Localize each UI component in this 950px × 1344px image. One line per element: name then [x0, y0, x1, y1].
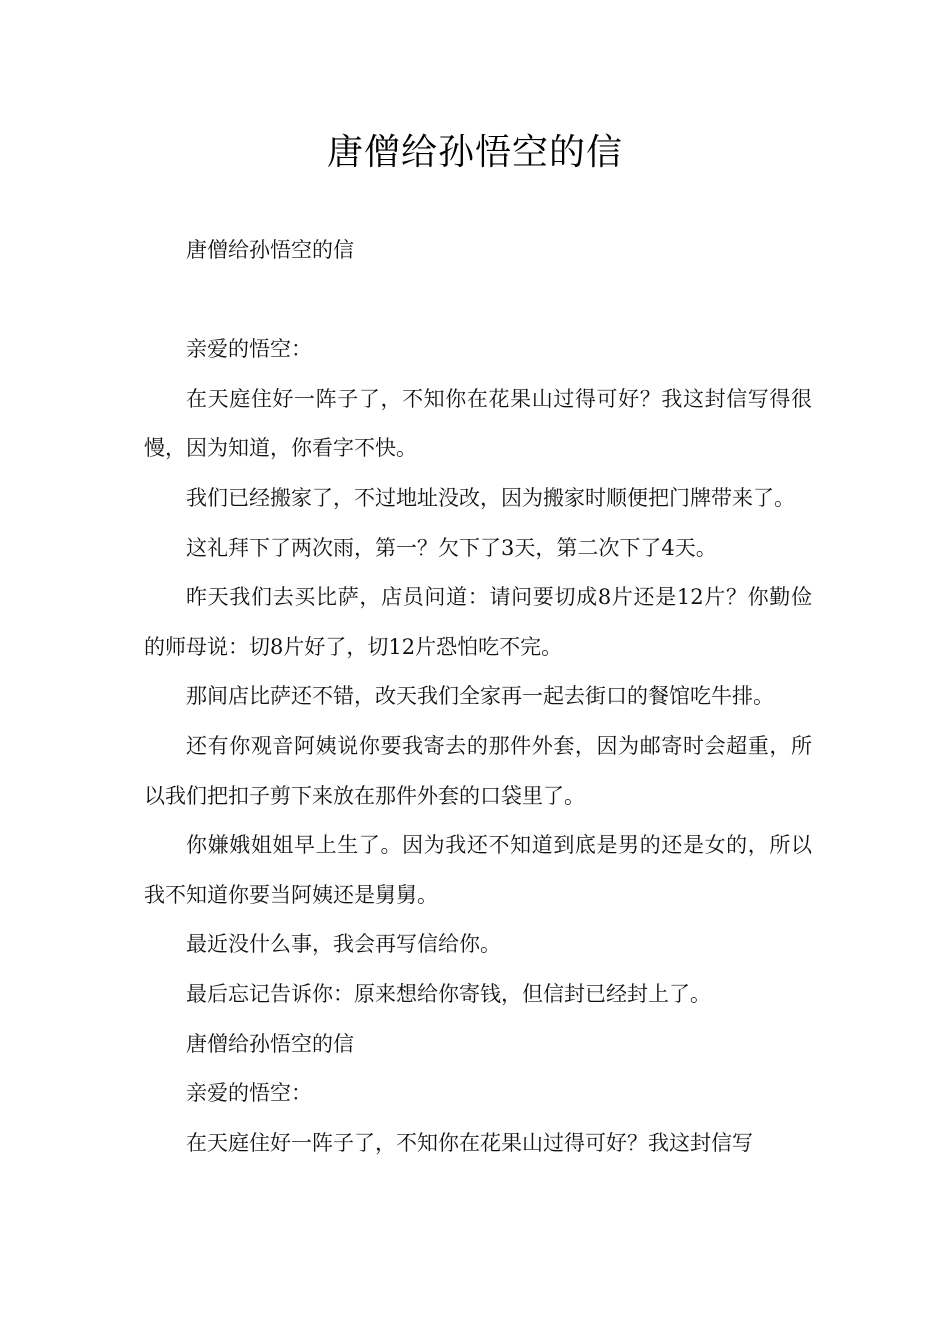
- paragraph: 这礼拜下了两次雨，第一？欠下了3天，第二次下了4天。: [186, 535, 717, 560]
- paragraph: 那间店比萨还不错，改天我们全家再一起去街口的餐馆吃牛排。: [186, 684, 774, 709]
- paragraph: 在天庭住好一阵子了，不知你在花果山过得可好？我这封信写得很慢，因为知道，你看字不快。: [144, 386, 812, 461]
- paragraph-heading: 唐僧给孙悟空的信: [186, 238, 354, 262]
- paragraph: 昨天我们去买比萨，店员问道：请问要切成8片还是12片？你勤俭的师母说：切8片好了，切12片恐怕吃不完。: [144, 585, 812, 659]
- paragraph: 还有你观音阿姨说你要我寄去的那件外套，因为邮寄时会超重，所以我们把扣子剪下来放在那件外套的口袋里了。: [144, 733, 812, 808]
- paragraph-salutation: 亲爱的悟空：: [186, 337, 312, 362]
- paragraph-heading: 唐僧给孙悟空的信: [186, 1031, 354, 1056]
- paragraph: 在天庭住好一阵子了，不知你在花果山过得可好？我这封信写: [186, 1130, 753, 1155]
- document-body: [144, 226, 812, 1168]
- paragraph: 你嫌娥姐姐早上生了。因为我还不知道到底是男的还是女的，所以我不知道你要当阿姨还是舅舅。: [144, 833, 812, 907]
- paragraph: 我们已经搬家了，不过地址没改，因为搬家时顺便把门牌带来了。: [186, 485, 795, 510]
- paragraph: 最近没什么事，我会再写信给你。: [186, 932, 501, 957]
- document-title: 唐僧给孙悟空的信: [326, 132, 623, 173]
- paragraph-salutation: 亲爱的悟空：: [186, 1081, 312, 1106]
- paragraph: 最后忘记告诉你：原来想给你寄钱，但信封已经封上了。: [186, 981, 711, 1006]
